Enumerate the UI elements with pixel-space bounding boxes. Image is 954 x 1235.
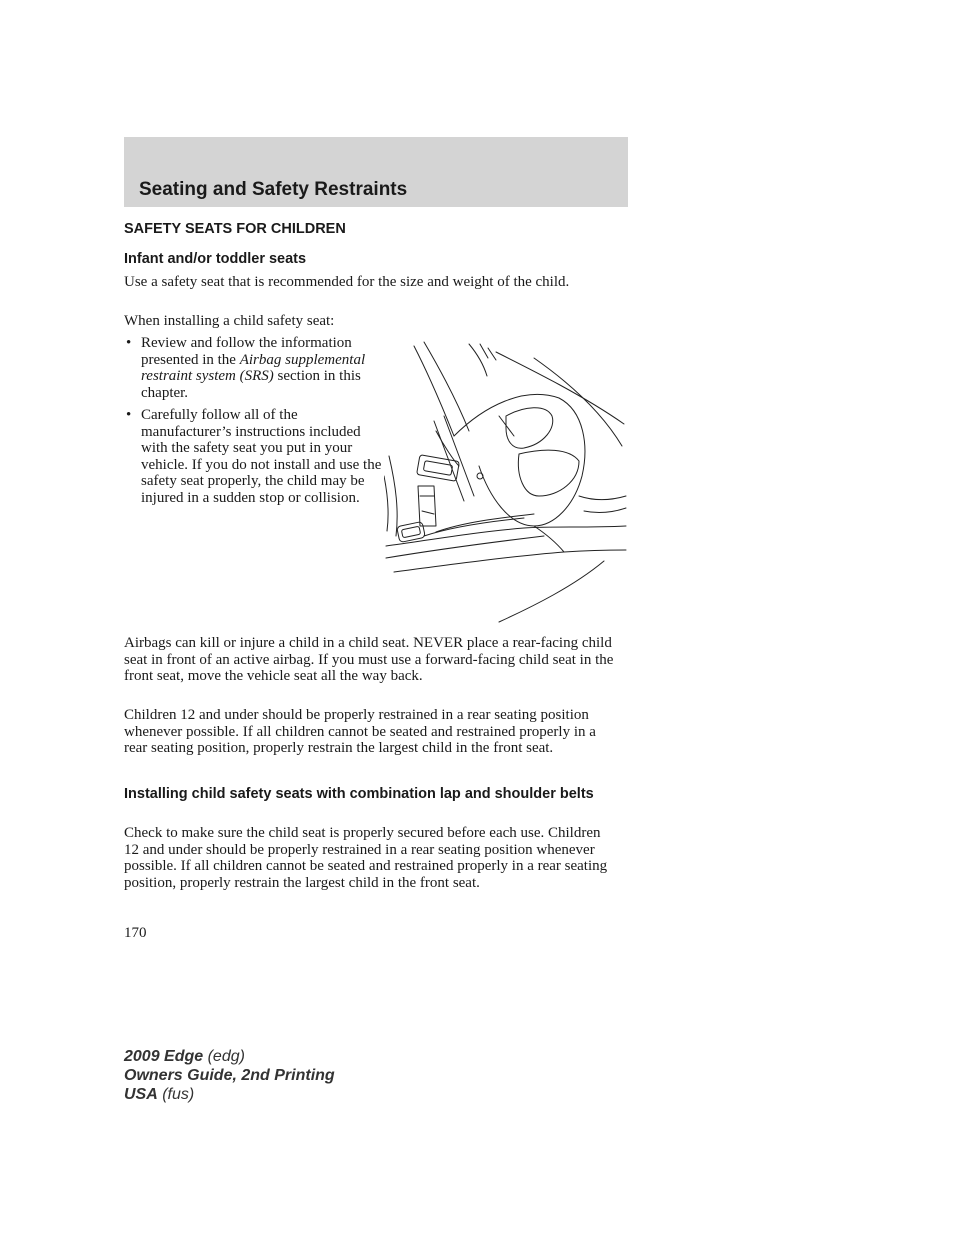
document-footer [124, 1047, 335, 1104]
bullet-dot: • [126, 335, 132, 351]
subsection-title-lap-shoulder-belts: Installing child safety seats with combination lap and shoulder belts [124, 786, 594, 802]
seat-belt-illustration [384, 336, 628, 626]
installation-bullet-list [124, 335, 382, 512]
bullet-text: Carefully follow all of the manufacturer’s instructions included with the safety seat you put in your vehicle. If you do not install and use the safety seat properly, the child may be injured in a sudden stop or collision. [141, 407, 382, 506]
paragraph-when-installing: When installing a child safety seat: [124, 313, 335, 329]
page-number: 170 [124, 925, 147, 941]
footer-model-name: 2009 Edge [124, 1048, 204, 1065]
bullet-text-after: section in this chapter. [141, 368, 361, 401]
footer-line-market [124, 1085, 335, 1104]
paragraph-airbag-warning: Airbags can kill or injure a child in a child seat. NEVER place a rear-facing child seat in front of an active airbag. If you must use a forward-facing child seat in the front seat, move the vehicle seat all the way back. [124, 635, 614, 684]
chapter-title: Seating and Safety Restraints [139, 179, 408, 200]
bullet-text-italic-srs: Airbag supplemental restraint system (SRS) [141, 351, 366, 384]
footer-line-guide: Owners Guide, 2nd Printing [124, 1067, 335, 1084]
bullet-item-review-info [124, 335, 382, 401]
footer-line-model [124, 1047, 335, 1066]
bullet-text-before: Review and follow the information presented in the [141, 335, 352, 368]
chapter-header-band [124, 137, 628, 207]
paragraph-children-12-under: Children 12 and under should be properly restrained in a rear seating position whenever possible. If all children cannot be seated and restrained properly in a rear seating position, properly restrain the largest child in the front seat. [124, 707, 596, 756]
footer-model-code: (edg) [203, 1048, 245, 1065]
bullet-item-manufacturer-instructions [124, 407, 382, 506]
footer-market-code: (fus) [157, 1086, 195, 1103]
bullet-dot: • [126, 407, 132, 423]
subsection-title-infant-seats: Infant and/or toddler seats [124, 251, 307, 267]
section-title: SAFETY SEATS FOR CHILDREN [124, 221, 346, 237]
paragraph-safety-seat-size: Use a safety seat that is recommended for the size and weight of the child. [124, 274, 570, 290]
footer-market-name: USA [124, 1086, 158, 1103]
paragraph-check-child-seat: Check to make sure the child seat is properly secured before each use. Children 12 and under should be properly restrained in a rear seating position whenever possible. If all children cannot be seated and restrained properly in a rear seating position, properly restrain the largest child in the front seat. [124, 825, 608, 891]
